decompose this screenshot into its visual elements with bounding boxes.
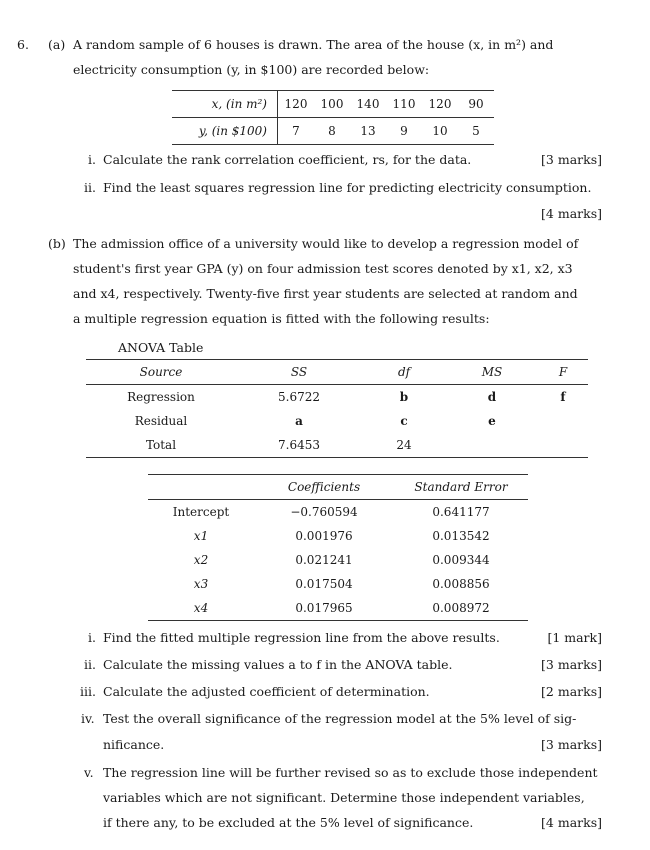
column-header: Source (86, 360, 236, 385)
b-q-v-number: v. (84, 765, 94, 780)
column-header: SS (236, 360, 362, 385)
table-cell: 0.641177 (432, 505, 490, 519)
table-row (172, 91, 494, 118)
table-cell: −0.760594 (290, 505, 358, 519)
x-value: 140 (350, 91, 386, 118)
table-cell (446, 433, 538, 458)
table-cell (538, 433, 588, 458)
anova-caption: ANOVA Table (118, 340, 204, 355)
b-q-iii-number: iii. (80, 684, 96, 699)
b-q-iv-text-line-1: Test the overall significance of the regression model at the 5% level of sig- (103, 711, 577, 726)
y-value: 13 (350, 118, 386, 145)
b-q-ii-number: ii. (84, 657, 96, 672)
b-q-v-text-line-1: The regression line will be further revised so as to exclude those independent (103, 765, 598, 780)
b-q-iii-marks: [2 marks] (541, 684, 602, 699)
table-cell: 0.021241 (295, 553, 353, 567)
table-row (148, 548, 528, 572)
x-value: 120 (422, 91, 458, 118)
b-q-v-text-line-2: variables which are not significant. Determine those independent variables, (103, 790, 585, 805)
a-q-i-text: Calculate the rank correlation coefficient, rs, for the data. (103, 152, 472, 167)
column-header: df (362, 360, 446, 385)
a-q-ii-text: Find the least squares regression line for predicting electricity consumption. (103, 180, 592, 195)
b-q-i-text: Find the fitted multiple regression line from the above results. (103, 630, 500, 645)
table-cell (538, 409, 588, 433)
table-cell: Residual (134, 414, 188, 428)
table-row (148, 596, 528, 621)
table-row (148, 572, 528, 596)
column-header: F (538, 360, 588, 385)
table-cell: 7.6453 (236, 433, 362, 458)
x-value: 90 (458, 91, 494, 118)
b-q-v-marks: [4 marks] (541, 815, 602, 830)
table-cell: c (400, 414, 408, 428)
y-value: 8 (314, 118, 350, 145)
row-label-x: x, (in m²) (172, 91, 278, 118)
anova-header-row (86, 360, 588, 385)
coef-header-row (148, 475, 528, 500)
table-cell: d (487, 390, 497, 404)
column-header: Coefficients (254, 475, 394, 500)
table-cell: Regression (127, 390, 195, 404)
y-value: 5 (458, 118, 494, 145)
b-q-ii-marks: [3 marks] (541, 657, 602, 672)
part-b-label: (b) (48, 236, 66, 251)
x-value: 110 (386, 91, 422, 118)
y-value: 7 (278, 118, 315, 145)
b-q-iii-text: Calculate the adjusted coefficient of determination. (103, 684, 430, 699)
question-number: 6. (17, 37, 29, 52)
table-cell: 24 (362, 433, 446, 458)
part-b-intro-line-4: a multiple regression equation is fitted with the following results: (73, 311, 490, 326)
table-cell: 0.009344 (432, 553, 490, 567)
table-cell: x4 (148, 596, 254, 621)
column-header (148, 475, 254, 500)
y-value: 9 (386, 118, 422, 145)
x-value: 120 (278, 91, 315, 118)
a-q-i-number: i. (88, 152, 96, 167)
table-row (86, 385, 588, 410)
table-cell: x3 (193, 577, 209, 591)
part-a-label: (a) (48, 37, 66, 52)
column-header: Standard Error (394, 475, 528, 500)
table-cell: e (488, 414, 496, 428)
table-row (148, 500, 528, 525)
table-cell: 0.017504 (295, 577, 353, 591)
table-row (86, 433, 588, 458)
table-row (148, 524, 528, 548)
table-cell: 0.001976 (295, 529, 353, 543)
a-q-ii-number: ii. (84, 180, 96, 195)
anova-table (86, 359, 588, 458)
part-a-intro-line-2: electricity consumption (y, in $100) are recorded below: (73, 62, 430, 77)
table-cell: x1 (193, 529, 209, 543)
x-value: 100 (314, 91, 350, 118)
table-cell: 0.008856 (432, 577, 490, 591)
row-label-y: y, (in $100) (172, 118, 278, 145)
b-q-i-number: i. (88, 630, 96, 645)
table-cell: b (399, 390, 409, 404)
b-q-iv-number: iv. (81, 711, 95, 726)
table-row (172, 118, 494, 145)
b-q-ii-text: Calculate the missing values a to f in the ANOVA table. (103, 657, 453, 672)
b-q-i-marks: [1 mark] (547, 630, 602, 645)
column-header: MS (446, 360, 538, 385)
table-cell: x2 (193, 553, 209, 567)
table-cell: 0.017965 (254, 596, 394, 621)
table-cell: Intercept (172, 505, 230, 519)
table-cell: Total (86, 433, 236, 458)
b-q-iv-marks: [3 marks] (541, 737, 602, 752)
table-cell: 5.6722 (278, 390, 320, 404)
b-q-iv-text-line-2: nificance. (103, 737, 165, 752)
y-value: 10 (422, 118, 458, 145)
part-b-intro-line-1: The admission office of a university would like to develop a regression model of (73, 236, 579, 251)
table-cell: 0.008972 (394, 596, 528, 621)
part-b-intro-line-2: student's first year GPA (y) on four admission test scores denoted by x1, x2, x3 (73, 261, 573, 276)
table-cell: a (295, 414, 303, 428)
part-a-intro-line-1: A random sample of 6 houses is drawn. The area of the house (x, in m²) and (73, 37, 554, 52)
table-row (86, 409, 588, 433)
table-cell: f (560, 390, 566, 404)
a-q-ii-marks: [4 marks] (541, 206, 602, 221)
house-data-table (172, 90, 494, 145)
b-q-v-text-line-3: if there any, to be excluded at the 5% level of significance. (103, 815, 474, 830)
coefficients-table (148, 474, 528, 621)
table-cell: 0.013542 (432, 529, 490, 543)
a-q-i-marks: [3 marks] (541, 152, 602, 167)
part-b-intro-line-3: and x4, respectively. Twenty-five first year students are selected at random and (73, 286, 578, 301)
